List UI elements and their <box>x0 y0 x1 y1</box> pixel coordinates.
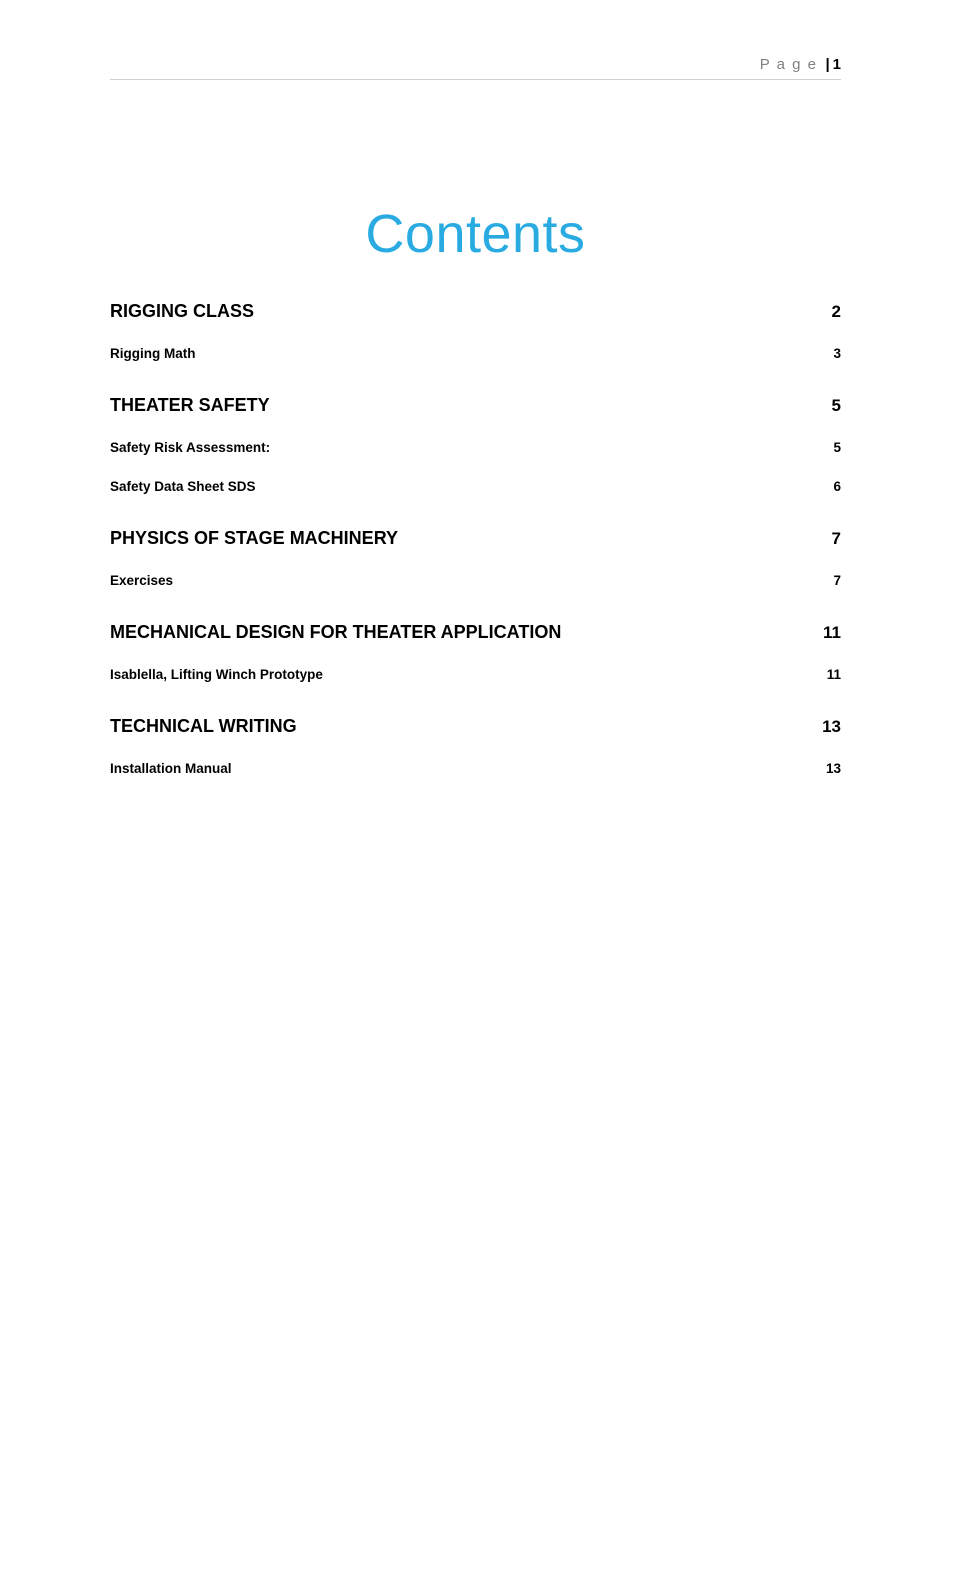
toc-entry-label: Safety Risk Assessment: <box>110 439 271 455</box>
toc-entry-label: Exercises <box>110 572 174 588</box>
toc-entry[interactable] <box>110 666 841 683</box>
toc-entry[interactable] <box>110 300 841 323</box>
toc-entry-label: Isablella, Lifting Winch Prototype <box>110 666 323 682</box>
toc-entry-page: 7 <box>833 572 841 588</box>
toc-entry[interactable] <box>110 478 841 495</box>
page-header <box>110 0 841 80</box>
toc-entry-page: 13 <box>825 760 841 776</box>
toc-entry-label: PHYSICS OF STAGE MACHINERY <box>110 527 399 548</box>
page-label: P a g e <box>759 56 818 73</box>
table-of-contents <box>110 300 841 777</box>
toc-entry-page: 11 <box>826 666 841 682</box>
contents-title: Contents <box>365 204 586 264</box>
toc-entry-label: Safety Data Sheet SDS <box>110 478 256 494</box>
toc-entry-label: MECHANICAL DESIGN FOR THEATER APPLICATION <box>110 621 562 642</box>
toc-entry[interactable] <box>110 527 841 550</box>
toc-entry-label: Rigging Math <box>110 345 196 361</box>
toc-entry[interactable] <box>110 760 841 777</box>
toc-entry[interactable] <box>110 439 841 456</box>
toc-entry-page: 13 <box>822 716 841 736</box>
toc-entry-label: THEATER SAFETY <box>110 394 270 415</box>
toc-entry-label: RIGGING CLASS <box>110 300 255 321</box>
toc-entry[interactable] <box>110 394 841 417</box>
toc-entry-page: 2 <box>831 301 841 321</box>
page-number: 1 <box>832 56 841 73</box>
toc-entry-page: 5 <box>833 439 841 455</box>
toc-entry[interactable] <box>110 621 841 644</box>
toc-entry[interactable] <box>110 572 841 589</box>
toc-entry-page: 11 <box>823 622 841 642</box>
toc-entry-page: 3 <box>833 345 841 361</box>
page-number-separator: | <box>825 56 830 73</box>
toc-entry-page: 6 <box>833 478 841 494</box>
toc-entry-page: 7 <box>831 528 841 548</box>
toc-entry-label: Installation Manual <box>110 760 232 776</box>
toc-entry[interactable] <box>110 715 841 738</box>
toc-entry-page: 5 <box>831 395 841 415</box>
toc-entry[interactable] <box>110 345 841 362</box>
toc-entry-label: TECHNICAL WRITING <box>110 715 297 736</box>
